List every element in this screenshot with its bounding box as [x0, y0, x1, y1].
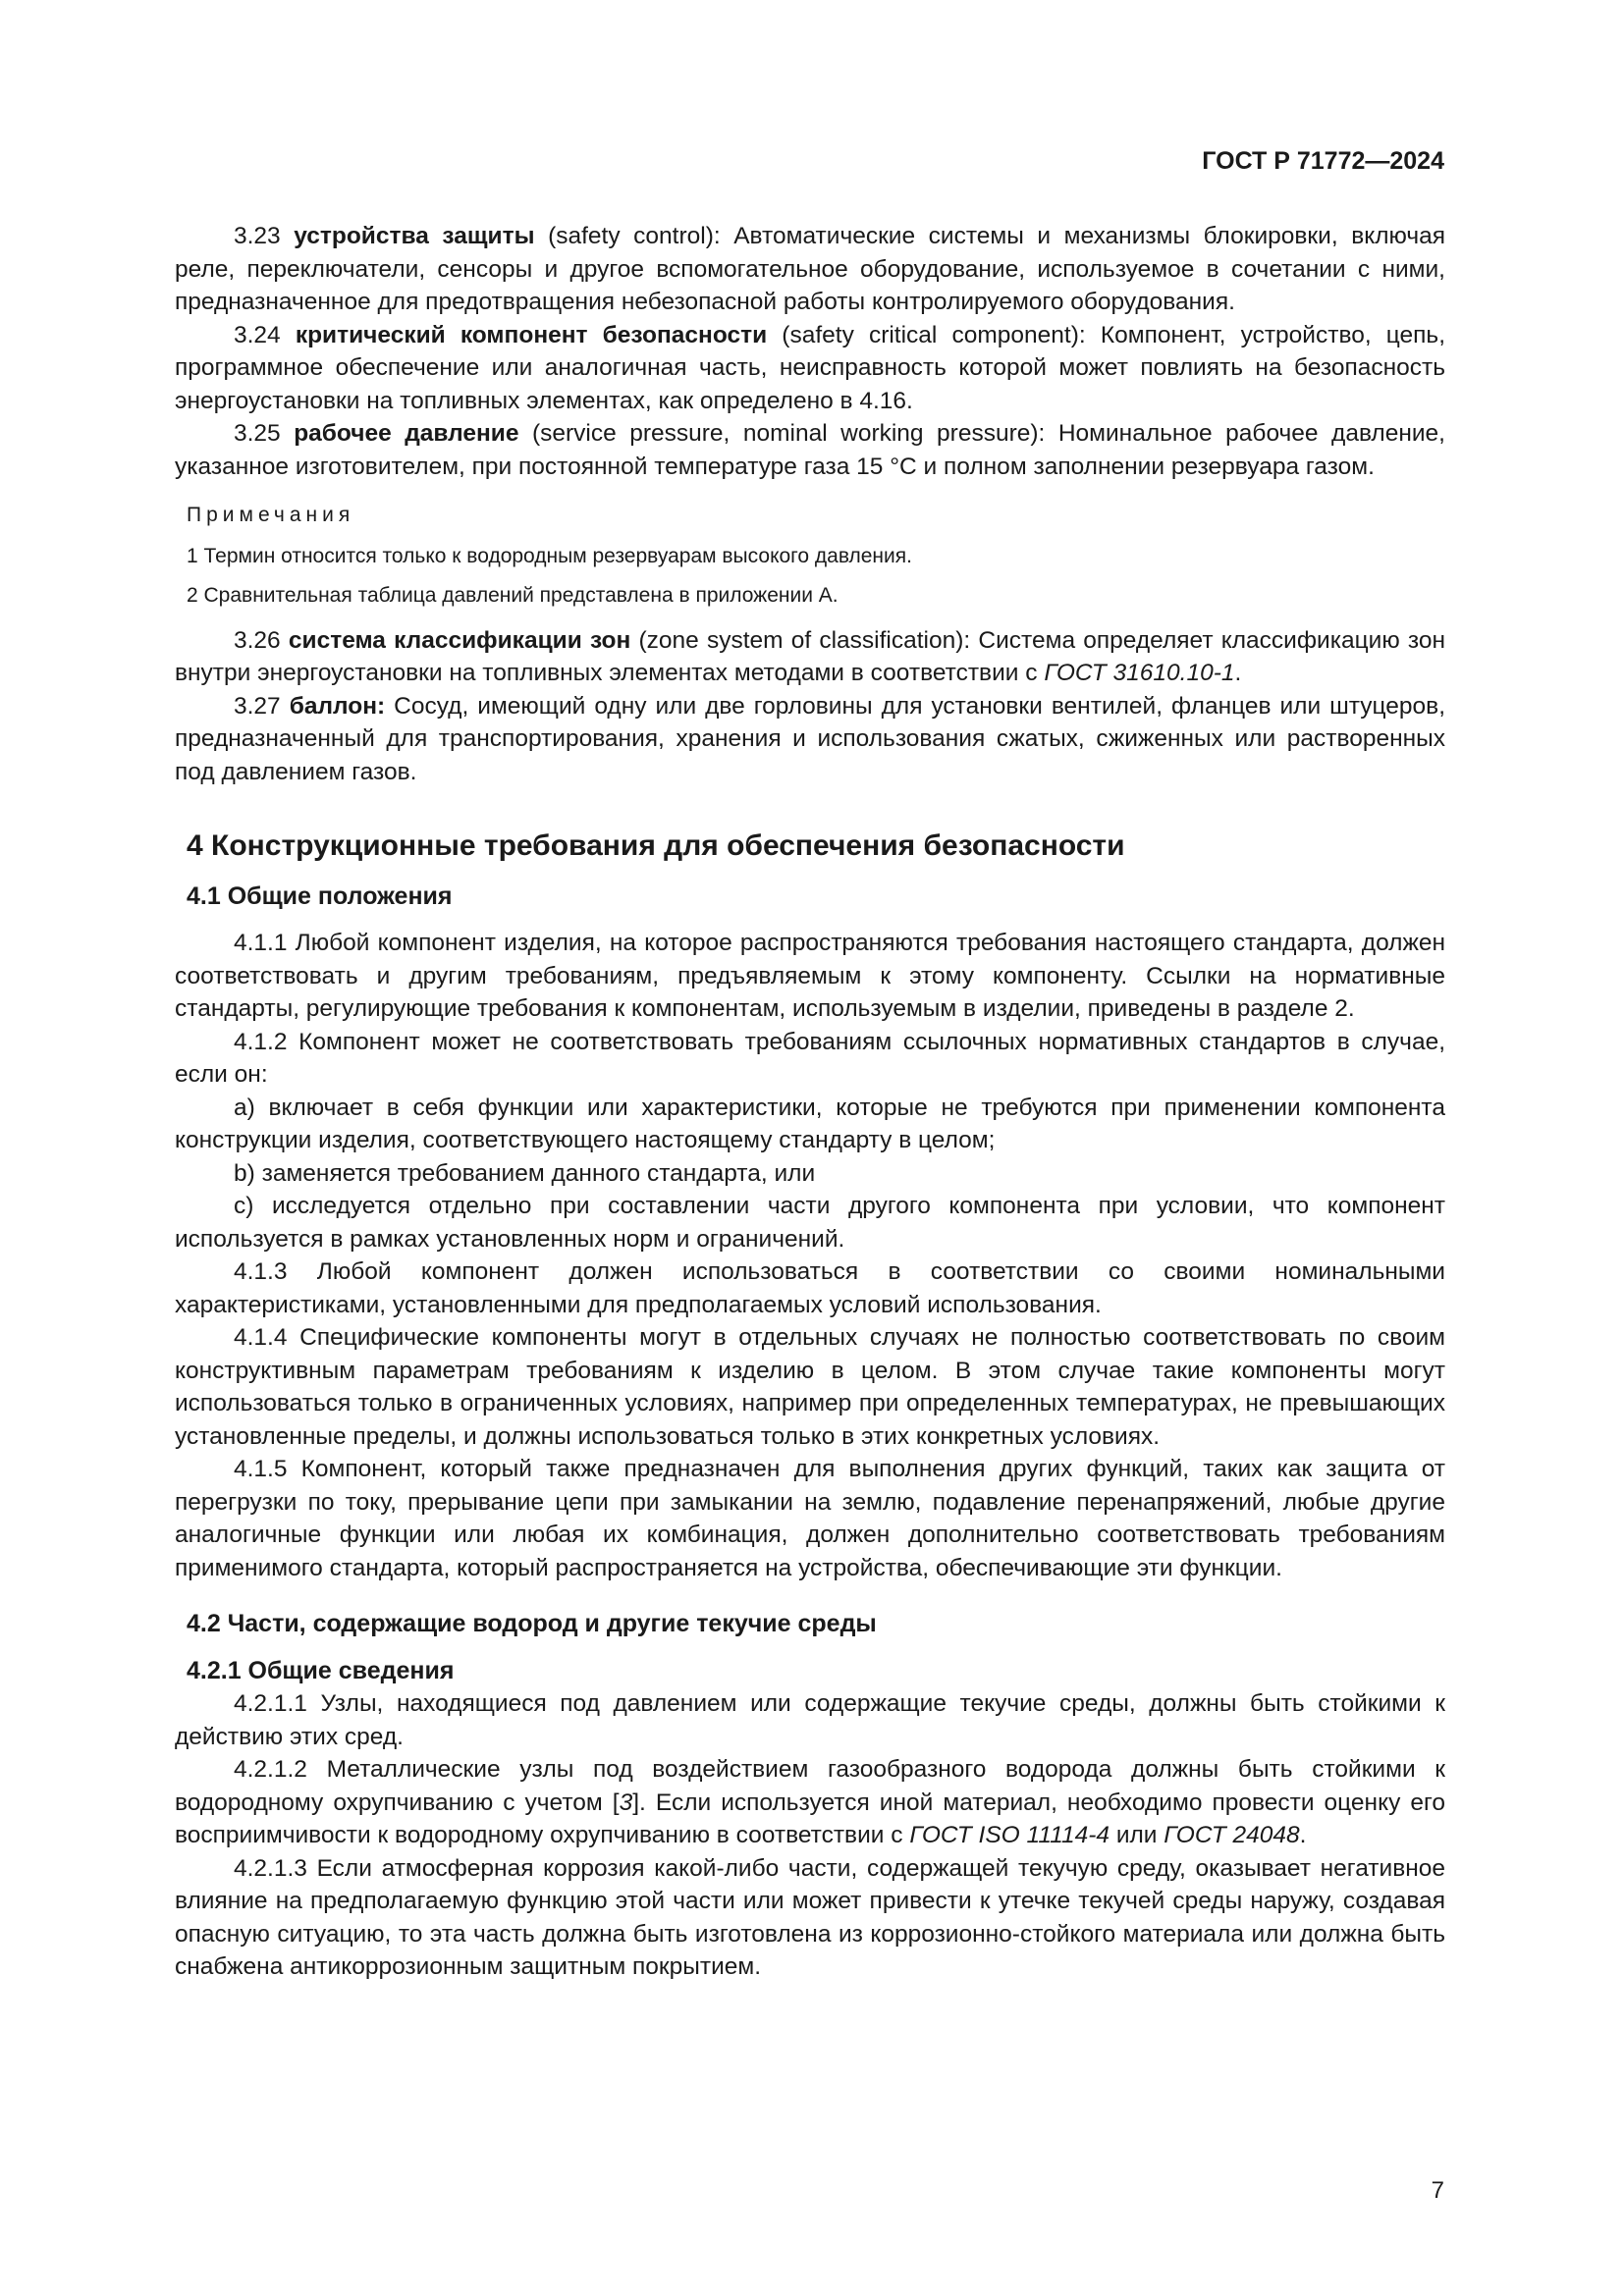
document-header: ГОСТ Р 71772—2024 — [1202, 147, 1444, 175]
subsection-4-2-1-title: 4.2.1 Общие сведения — [187, 1656, 455, 1684]
term-definition: Компонент, устройство, цепь, программное обеспечение или аналогичная часть, неисправность которой может повлиять на безопасность энергоустановки на топливных элементах, как определено в 4.16. — [175, 321, 1445, 414]
term-3-27 — [175, 690, 1445, 789]
standard-reference: ГОСТ 31610.10-1 — [1044, 660, 1235, 686]
paragraph-4-2-1-1: 4.2.1.1 Узлы, находящиеся под давлением или содержащие текучие среды, должны быть стойкими к действию этих сред. — [175, 1690, 1445, 1750]
paragraph-text: или — [1110, 1822, 1164, 1848]
list-item-c: с) исследуется отдельно при составлении части другого компонента при условии, что компонент используется в рамках установленных норм и ограничений. — [175, 1193, 1445, 1253]
paragraph-text: ]. Если используется иной материал, необходимо провести оценку его восприимчивости к водородному охрупчиванию в соответствии с — [175, 1789, 1446, 1848]
paragraph-4-1-1: 4.1.1 Любой компонент изделия, на которое распространяются требования настоящего стандарта, должен соответствовать и другим требованиям, предъявляемым к этому компоненту. Ссылки на нормативные стандарты, регулирующие требования к компонентам, используемым в изделии, приведены в разделе 2. — [175, 930, 1445, 1022]
term-3-24 — [175, 319, 1445, 418]
list-item-a: а) включает в себя функции или характеристики, которые не требуются при применении компонента конструкции изделия, соответствующего настоящему стандарту в целом; — [175, 1094, 1445, 1153]
term-definition: Система определяет классификацию зон внутри энергоустановки на топливных элементах методами в соответствии с — [175, 626, 1445, 686]
bibliography-reference: 3 — [619, 1789, 633, 1816]
term-name: критический компонент безопасности — [295, 321, 768, 348]
term-definition: Номинальное рабочее давление, указанное изготовителем, при постоянной температуре газа 15 °С и полном заполнении резервуара газом. — [175, 420, 1445, 480]
punctuation: . — [1299, 1822, 1307, 1848]
term-english: (zone system of classification): — [630, 626, 979, 654]
section-4-title: 4 Конструкционные требования для обеспечения безопасности — [187, 829, 1125, 862]
punctuation: . — [1234, 660, 1242, 686]
term-name: рабочее давление — [294, 420, 519, 447]
term-number: 3.23 — [234, 223, 281, 249]
term-name: система классификации зон — [288, 626, 631, 654]
standard-reference: ГОСТ 24048 — [1164, 1822, 1300, 1848]
paragraph-4-1-5: 4.1.5 Компонент, который также предназначен для выполнения других функций, таких как защита от перегрузки по току, прерывание цепи при замыкании на землю, подавление перенапряжений, любые другие аналогичные функции или любая их комбинация, должен дополнительно соответствовать требованиям применимого стандарта, который распространяется на устройства, обеспечивающие эти функции. — [175, 1456, 1445, 1581]
paragraph-4-1-3: 4.1.3 Любой компонент должен использоваться в соответствии со своими номинальными характеристиками, установленными для предполагаемых условий использования. — [175, 1258, 1445, 1318]
list-item-b: b) заменяется требованием данного стандарта, или — [234, 1159, 816, 1187]
term-english: (service pressure, nominal working pressure): — [518, 420, 1058, 447]
term-definition: Автоматические системы и механизмы блокировки, включая реле, переключатели, сенсоры и другое вспомогательное оборудование, используемое в сочетании с ними, предназначенное для предотвращения небезопасной работы контролируемого оборудования. — [175, 223, 1445, 315]
note-item: 2 Сравнительная таблица давлений представлена в приложении А. — [187, 583, 839, 607]
note-item: 1 Термин относится только к водородным резервуарам высокого давления. — [187, 544, 912, 567]
term-3-26 — [175, 624, 1445, 690]
page-number: 7 — [1431, 2177, 1444, 2204]
paragraph-4-1-2: 4.1.2 Компонент может не соответствовать требованиям ссылочных нормативных стандартов в случае, если он: — [175, 1028, 1445, 1088]
paragraph-4-2-1-2 — [175, 1753, 1445, 1852]
term-number: 3.26 — [234, 626, 281, 654]
term-number: 3.24 — [234, 321, 281, 348]
term-number: 3.25 — [234, 420, 281, 447]
term-english: (safety critical component): — [767, 321, 1101, 348]
paragraph-4-1-4: 4.1.4 Специфические компоненты могут в отдельных случаях не полностью соответствовать по своим конструктивным параметрам требованиям к изделию в целом. В этом случае такие компоненты могут использоваться только в ограниченных условиях, например при определенных температурах, не превышающих установленные пределы, и должны использоваться только в этих конкретных условиях. — [175, 1324, 1445, 1450]
subsection-4-1-title: 4.1 Общие положения — [187, 881, 453, 910]
subsection-4-2-title: 4.2 Части, содержащие водород и другие текучие среды — [187, 1610, 877, 1637]
term-3-23 — [175, 220, 1445, 319]
term-number: 3.27 — [234, 692, 281, 720]
term-name: устройства защиты — [294, 223, 535, 249]
term-3-25 — [175, 417, 1445, 483]
term-name: баллон: — [289, 692, 386, 720]
paragraph-text: 4.2.1.2 Металлические узлы под воздействием газообразного водорода должны быть стойкими к водородному охрупчиванию с учетом [ — [175, 1756, 1445, 1816]
standard-reference: ГОСТ ISO 11114-4 — [909, 1822, 1110, 1848]
term-definition: Сосуд, имеющий одну или две горловины для установки вентилей, фланцев или штуцеров, предназначенный для транспортирования, хранения и использования сжатых, сжиженных или растворенных под давлением газов. — [175, 692, 1445, 785]
term-english: (safety control): — [534, 223, 734, 249]
notes-title: Примечания — [187, 504, 355, 526]
paragraph-4-2-1-3: 4.2.1.3 Если атмосферная коррозия какой-либо части, содержащей текучую среду, оказывает негативное влияние на предполагаемую функцию этой части или может привести к утечке текучей среды наружу, создавая опасную ситуацию, то эта часть должна быть изготовлена из коррозионно-стойкого материала или должна быть снабжена антикоррозионным защитным покрытием. — [175, 1854, 1445, 1980]
document-body — [175, 220, 1445, 1984]
